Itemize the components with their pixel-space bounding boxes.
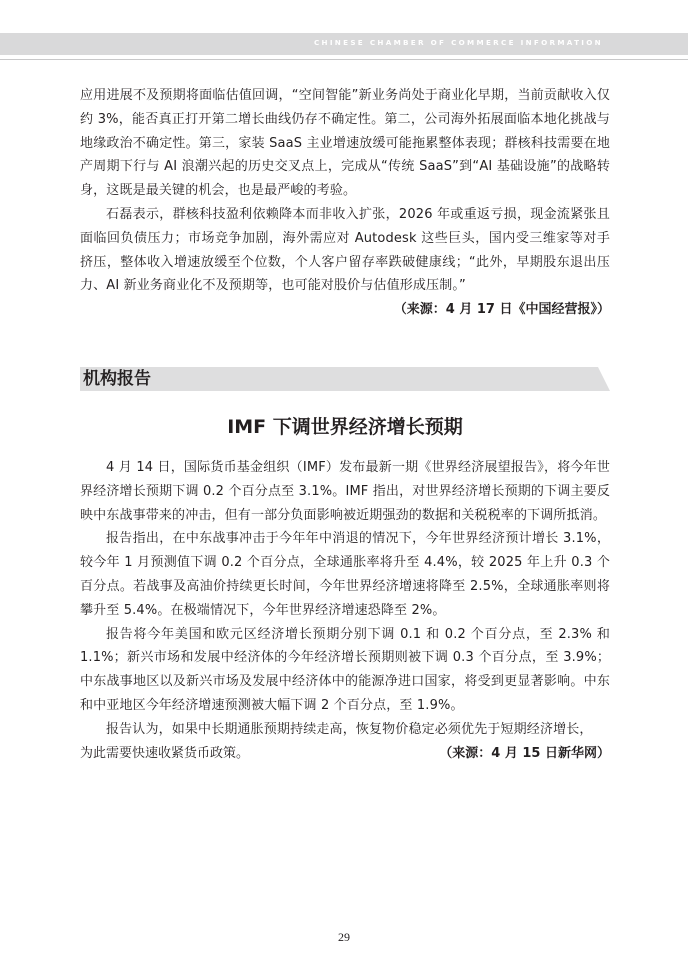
source-citation: （来源：4 月 17 日《中国经营报》） [393,302,610,318]
section-header-bar [80,367,610,391]
running-header: CHINESE CHAMBER OF COMMERCE INFORMATION [313,38,603,47]
article-title: IMF 下调世界经济增长预期 [227,416,463,438]
article-body [80,456,610,765]
closing-line [80,742,610,766]
paragraph: 报告认为，如果中长期通胀预期持续走高，恢复物价稳定必须优先于短期经济增长， [106,721,593,737]
paragraph: 石磊表示，群核科技盈利依赖降本而非收入扩张，2026 年或重返亏损，现金流紧张且面临回负债压力；市场竞争加剧，海外需应对 Autodesk 这些巨头，国内受三维家等对手挤压，整体收入增速放缓至个位数，个人客户留存率跌破健康线；“此外，早期股东退出压力、AI 新业务商业化不及预期等，也可能对股价与估值形成压制。” [80,206,610,294]
section-title: 机构报告 [83,369,151,389]
paragraph: 报告指出，在中东战事冲击于今年年中消退的情况下，今年世界经济预计增长 3.1%，较今年 1 月预测值下调 0.2 个百分点，全球通胀率将升至 4.4%，较 2025 年上升 0.3 个百分点。若战事及高油价持续更长时间，今年世界经济增速将降至 2.5%，全球通胀率则将攀升至 5.4%。在极端情况下，今年世界经济增速恐降至 2%。 [80,531,610,618]
paragraph: 报告将今年美国和欧元区经济增长预期分别下调 0.1 和 0.2 个百分点，至 2.3% 和 1.1%；新兴市场和发展中经济体的今年经济增长预期则被下调 0.3 个百分点，至 3.9%；中东战事地区以及新兴市场及发展中经济体中的能源净进口国家，将受到更显著影响。中东和中亚地区今年经济增速预测被大幅下调 2 个百分点，至 1.9%。 [80,626,610,713]
paragraph: 4 月 14 日，国际货币基金组织（IMF）发布最新一期《世界经济展望报告》，将今年世界经济增长预期下调 0.2 个百分点至 3.1%。IMF 指出，对世界经济增长预期的下调主要反映中东战事带来的冲击，但有一部分负面影响被近期强劲的数据和关税税率的下调所抵消。 [80,460,610,523]
previous-article-continuation [80,84,610,322]
closing-text: 为此需要快速收紧货币政策。 [80,745,250,761]
page-number: 29 [338,930,350,944]
source-citation: （来源：4 月 15 日新华网） [439,745,610,761]
paragraph: 应用进展不及预期将面临估值回调，“空间智能”新业务尚处于商业化早期，当前贡献收入仅约 3%，能否真正打开第二增长曲线仍存不确定性。第二，公司海外拓展面临本地化挑战与地缘政治不确定性。第三，家装 SaaS 主业增速放缓可能拖累整体表现；群核科技需要在地产周期下行与 AI 浪潮兴起的历史交叉点上，完成从“传统 SaaS”到“AI 基础设施”的战略转身，这既是最关键的机会，也是最严峻的考验。 [80,88,610,199]
